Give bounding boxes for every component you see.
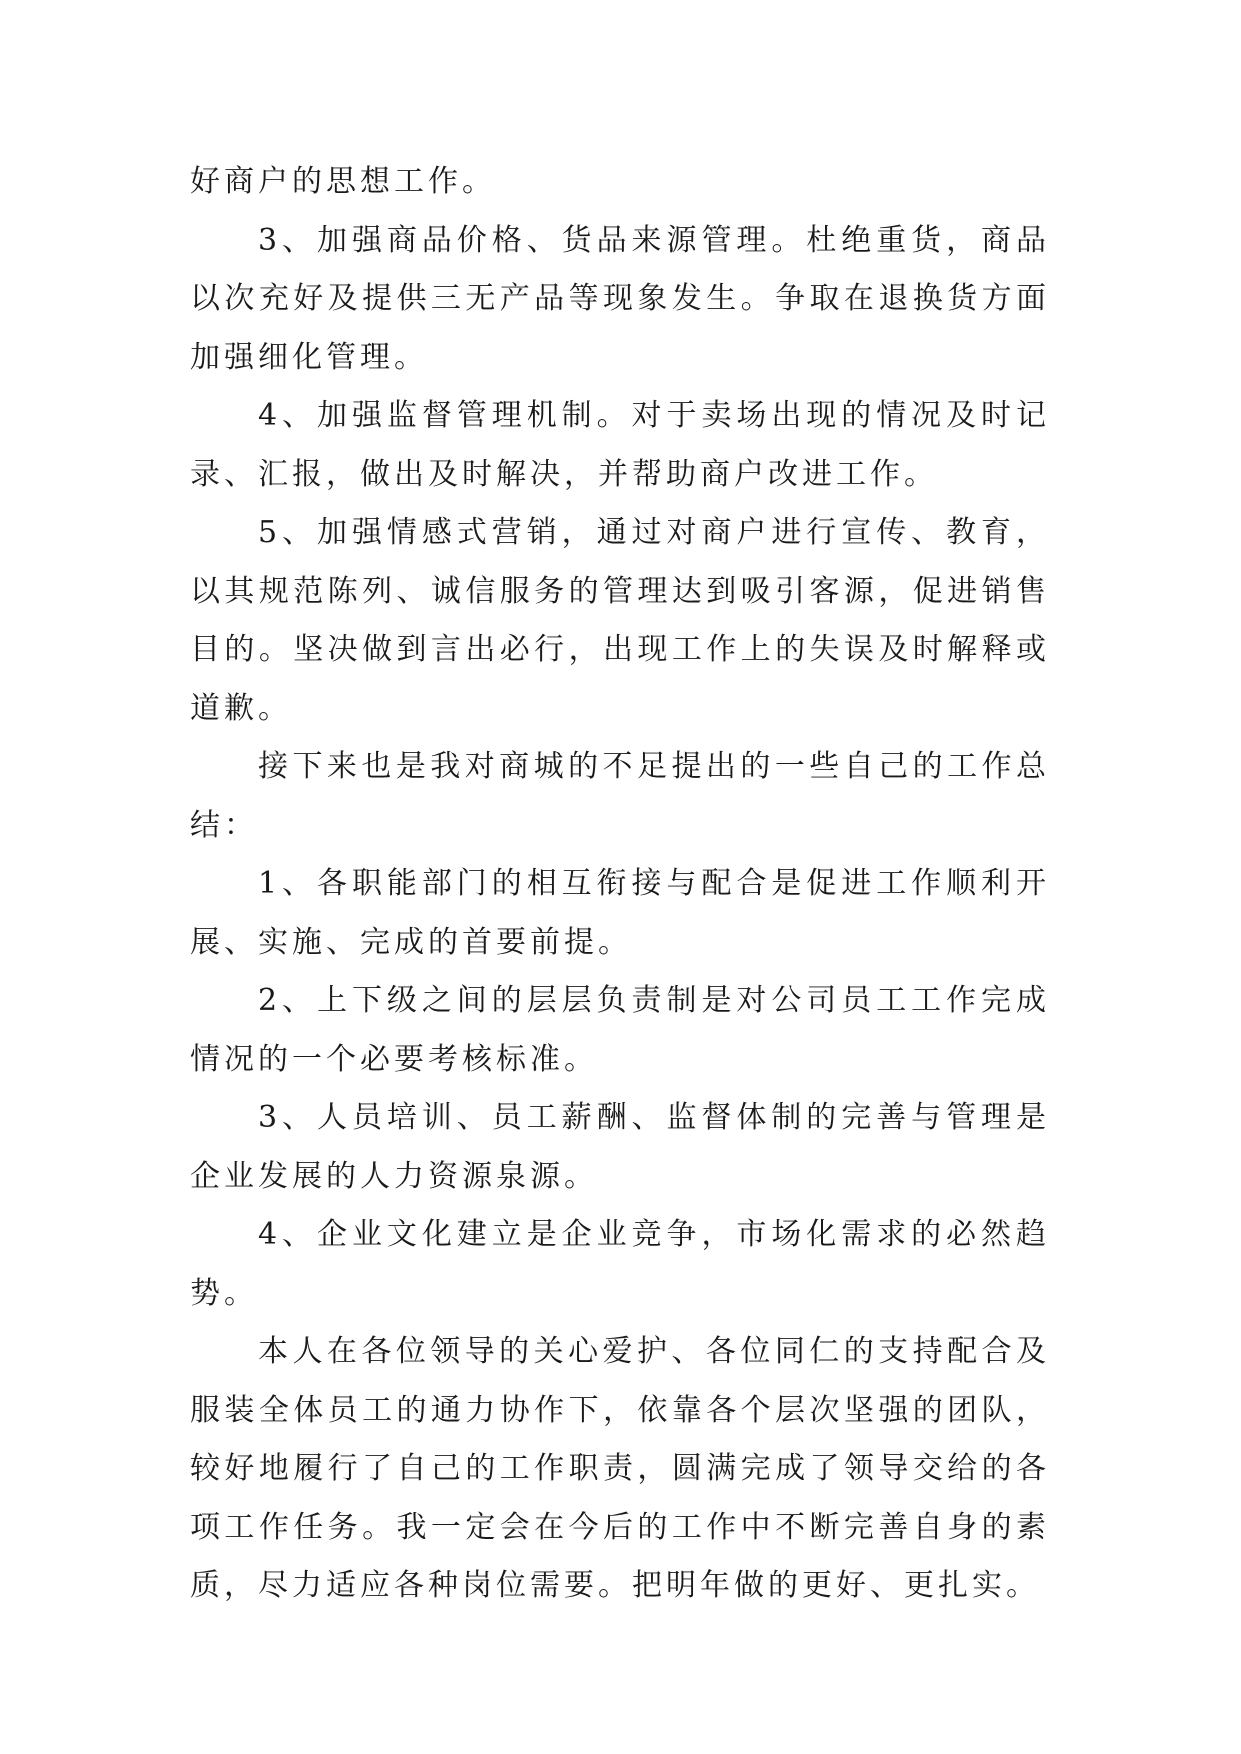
- document-body: [190, 153, 1050, 1616]
- paragraph-2: 3、加强商品价格、货品来源管理。杜绝重货，商品以次充好及提供三无产品等现象发生。争取在退换货方面加强细化管理。: [190, 222, 1050, 375]
- paragraph-5: 接下来也是我对商城的不足提出的一些自己的工作总结：: [190, 749, 1050, 843]
- paragraph-4: 5、加强情感式营销，通过对商户进行宣传、教育，以其规范陈列、诚信服务的管理达到吸引客源，促进销售目的。坚决做到言出必行，出现工作上的失误及时解释或道歉。: [190, 515, 1050, 726]
- paragraph-1: 好商户的思想工作。: [190, 164, 496, 199]
- paragraph-8: 3、人员培训、员工薪酬、监督体制的完善与管理是企业发展的人力资源泉源。: [190, 1100, 1050, 1194]
- paragraph-9: 4、企业文化建立是企业竞争，市场化需求的必然趋势。: [190, 1217, 1050, 1311]
- paragraph-6: 1、各职能部门的相互衔接与配合是促进工作顺利开展、实施、完成的首要前提。: [190, 866, 1050, 960]
- paragraph-3: 4、加强监督管理机制。对于卖场出现的情况及时记录、汇报，做出及时解决，并帮助商户改进工作。: [190, 398, 1050, 492]
- paragraph-10: 本人在各位领导的关心爱护、各位同仁的支持配合及服装全体员工的通力协作下，依靠各个层次坚强的团队，较好地履行了自己的工作职责，圆满完成了领导交给的各项工作任务。我一定会在今后的工作中不断完善自身的素质，尽力适应各种岗位需要。把明年做的更好、更扎实。: [190, 1334, 1050, 1603]
- paragraph-7: 2、上下级之间的层层负责制是对公司员工工作完成情况的一个必要考核标准。: [190, 983, 1050, 1077]
